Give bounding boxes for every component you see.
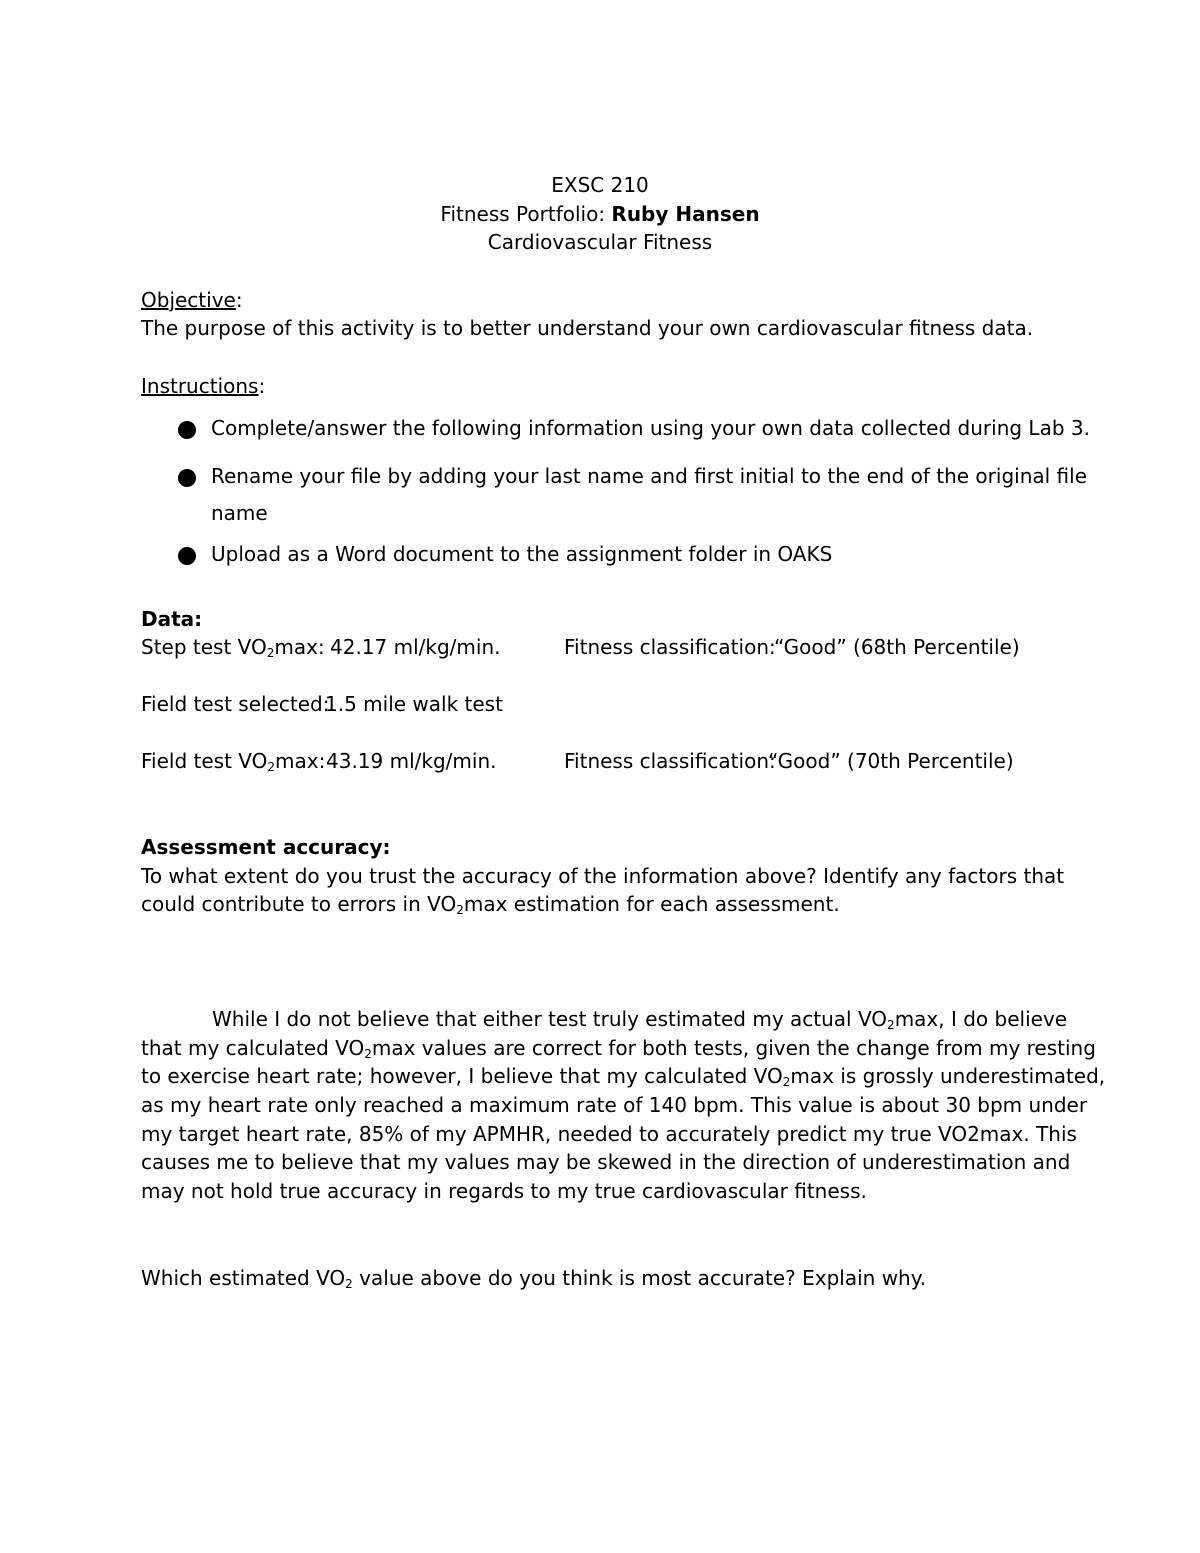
answer-line-6: causes me to believe that my values may be skewed in the direction of underestimation and [141, 1150, 1071, 1174]
subscript-2: 2 [364, 1047, 372, 1061]
answer-line-2-b: max values are correct for both tests, given the change from my resting [371, 1036, 1096, 1060]
objective-text: The purpose of this activity is to better understand your own cardiovascular fitness data. [141, 316, 1034, 340]
answer-line-2-a: that my calculated VO [141, 1036, 365, 1060]
bullet-icon [178, 421, 196, 439]
answer-line-2 [141, 1034, 1096, 1062]
field-test-value: 43.19 ml/kg/min. [326, 749, 497, 773]
field-selected-label: Field test selected: [141, 692, 330, 716]
objective-heading [141, 286, 243, 314]
subscript-2: 2 [782, 1075, 791, 1089]
topic-title: Cardiovascular Fitness [487, 230, 713, 254]
answer-line-1-b: max, I do believe [894, 1007, 1068, 1031]
data-heading: Data: [141, 607, 203, 631]
question-2 [141, 1264, 926, 1292]
field-class-value: “Good” (70th Percentile) [768, 749, 1014, 773]
step-test-label [141, 633, 325, 661]
student-name: Ruby Hansen [611, 202, 760, 226]
assessment-heading: Assessment accuracy: [141, 835, 391, 859]
answer-line-1-a: While I do not believe that either test truly estimated my actual VO [212, 1007, 888, 1031]
question-2-a: Which estimated VO [141, 1266, 346, 1290]
instruction-item-2: Rename your file by adding your last name and first initial to the end of the original file [211, 464, 1087, 488]
objective-heading-text: Objective [141, 288, 236, 312]
instruction-item-3: Upload as a Word document to the assignment folder in OAKS [211, 542, 833, 566]
assessment-question-line2-a: could contribute to errors in VO [141, 892, 457, 916]
assessment-question-line2-b: max estimation for each assessment. [463, 892, 840, 916]
instructions-heading-text: Instructions [141, 374, 259, 398]
answer-line-1 [212, 1005, 1067, 1033]
field-class-label: Fitness classification: [564, 749, 776, 773]
answer-line-3 [141, 1062, 1105, 1090]
step-test-label-a: Step test VO [141, 635, 267, 659]
field-test-label-b: max: [275, 749, 326, 773]
field-selected-value: 1.5 mile walk test [325, 692, 503, 716]
subscript-2: 2 [456, 903, 464, 917]
field-test-label [141, 747, 325, 775]
subscript-2: 2 [267, 760, 275, 774]
assessment-question-line2 [141, 890, 840, 918]
step-test-value: 42.17 ml/kg/min. [330, 635, 501, 659]
answer-line-3-b: max is grossly underestimated, [790, 1064, 1106, 1088]
objective-colon: : [235, 288, 243, 312]
instruction-item-2-cont: name [211, 501, 268, 525]
instructions-heading [141, 372, 265, 400]
subscript-2: 2 [266, 646, 275, 660]
answer-line-4: as my heart rate only reached a maximum rate of 140 bpm. This value is about 30 bpm under [141, 1093, 1088, 1117]
field-test-label-a: Field test VO [141, 749, 268, 773]
answer-line-7: may not hold true accuracy in regards to my true cardiovascular fitness. [141, 1179, 867, 1203]
answer-line-3-a: to exercise heart rate; however, I believe that my calculated VO [141, 1064, 783, 1088]
portfolio-title [0, 200, 1200, 228]
instruction-item-1: Complete/answer the following information using your own data collected during Lab 3. [211, 416, 1090, 440]
subscript-2: 2 [345, 1277, 353, 1291]
question-2-b: value above do you think is most accurate? Explain why. [352, 1266, 927, 1290]
assessment-question-line1: To what extent do you trust the accuracy of the information above? Identify any factors that [141, 864, 1065, 888]
bullet-icon [178, 469, 196, 487]
step-test-label-b: max: [274, 635, 325, 659]
portfolio-prefix: Fitness Portfolio: [440, 202, 612, 226]
instructions-colon: : [258, 374, 266, 398]
step-class-label: Fitness classification: [564, 635, 776, 659]
bullet-icon [178, 547, 196, 565]
step-class-value: “Good” (68th Percentile) [774, 635, 1020, 659]
subscript-2: 2 [887, 1018, 895, 1032]
course-title: EXSC 210 [551, 173, 649, 197]
answer-line-5: my target heart rate, 85% of my APMHR, needed to accurately predict my true VO2max. This [141, 1122, 1077, 1146]
